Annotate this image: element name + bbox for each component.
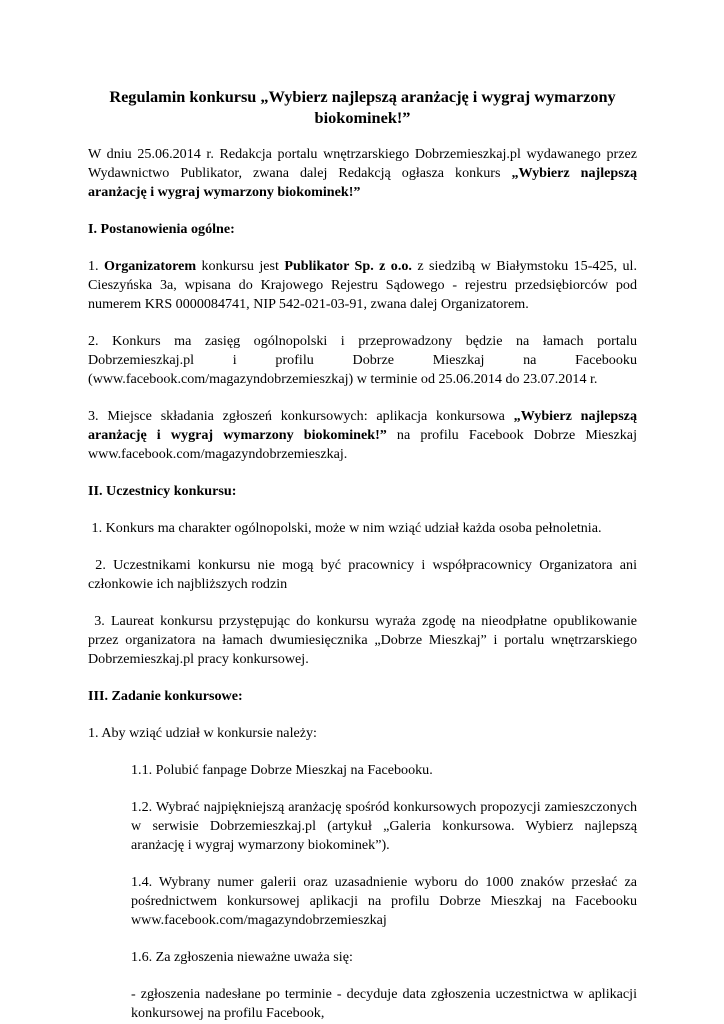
section-3-item-1-4: 1.4. Wybrany numer galerii oraz uzasadnienie wyboru do 1000 znaków przesłać za pośrednictwem konkursowej aplikacji na profilu Dobrze Mieszkaj na Facebooku www.facebook.com/magazyndobrzemieszkaj xyxy=(131,874,637,928)
s1p3-contest-name: „Wybierz najlepszą aranżację i wygraj wymarzony biokominek!” xyxy=(88,408,637,443)
section-3-paragraph-1: 1. Aby wziąć udział w konkursie należy: xyxy=(88,725,317,741)
section-3-heading: III. Zadanie konkursowe: xyxy=(88,688,243,704)
section-1-paragraph-3 xyxy=(88,407,637,464)
section-2-paragraph-2: 2. Uczestnikami konkursu nie mogą być pracownicy i współpracownicy Organizatora ani członkowie ich najbliższych rodzin xyxy=(88,557,641,592)
s1p1-a: 1. xyxy=(88,258,104,274)
s1p3-c: na profilu Facebook Dobrze Mieszkaj www.facebook.com/magazyndobrzemieszkaj. xyxy=(88,427,637,462)
document-title: Regulamin konkursu „Wybierz najlepszą aranżację i wygraj wymarzony biokominek!” xyxy=(109,87,616,127)
s1p3-a: 3. Miejsce składania zgłoszeń konkursowych: aplikacja konkursowa xyxy=(88,408,514,424)
section-1-heading: I. Postanowienia ogólne: xyxy=(88,221,235,237)
section-1-paragraph-1 xyxy=(88,257,637,314)
section-2-heading: II. Uczestnicy konkursu: xyxy=(88,483,237,499)
section-2-paragraph-1: 1. Konkurs ma charakter ogólnopolski, może w nim wziąć udział każda osoba pełnoletnia. xyxy=(88,520,602,536)
s1p1-organizer-label: Organizatorem xyxy=(103,258,197,274)
intro-text: W dniu 25.06.2014 r. Redakcja portalu wnętrzarskiego Dobrzemieszkaj.pl wydawanego przez Wydawnictwo Publikator, zwana dalej Redakcją ogłasza konkurs xyxy=(88,146,637,181)
intro-contest-name: „Wybierz najlepszą aranżację i wygraj wymarzony biokominek!” xyxy=(88,165,638,200)
section-3-item-1-6: 1.6. Za zgłoszenia nieważne uważa się: xyxy=(131,949,353,965)
section-3-bullet-1: - zgłoszenia nadesłane po terminie - decyduje data zgłoszenia uczestnictwa w aplikacji konkursowej na profilu Facebook, xyxy=(131,986,637,1021)
section-3-item-1-2: 1.2. Wybrać najpiękniejszą aranżację spośród konkursowych propozycji zamieszczonych w serwisie Dobrzemieszkaj.pl (artykuł „Galeria konkursowa. Wybierz najlepszą aranżację i wygraj wymarzony biokominek”). xyxy=(131,799,637,853)
intro-paragraph xyxy=(88,145,637,202)
section-1-paragraph-2: 2. Konkurs ma zasięg ogólnopolski i przeprowadzony będzie na łamach portalu Dobrzemieszkaj.pl i profilu Dobrze Mieszkaj na Facebooku (www.facebook.com/magazyndobrzemieszkaj) w terminie od 25.06.2014 do 23.07.2014 r. xyxy=(88,333,637,387)
s1p1-d: z siedzibą w Białymstoku 15-425, ul. Cieszyńska 3a, wpisana do Krajowego Rejestru Sądowego - rejestru przedsiębiorców pod numerem KRS 0000084741, NIP 542-021-03-91, zwana dalej Organizatorem. xyxy=(88,258,637,312)
s1p1-c: konkursu jest xyxy=(196,258,285,274)
s1p1-company-name: Publikator Sp. z o.o. xyxy=(284,258,412,274)
section-3-item-1-1: 1.1. Polubić fanpage Dobrze Mieszkaj na Facebooku. xyxy=(131,762,433,778)
section-2-paragraph-3: 3. Laureat konkursu przystępując do konkursu wyraża zgodę na nieodpłatne opublikowanie przez organizatora na łamach dwumiesięcznika „Dobrze Mieszkaj” i portalu wnętrzarskiego Dobrzemieszkaj.pl pracy konkursowej. xyxy=(88,613,641,667)
